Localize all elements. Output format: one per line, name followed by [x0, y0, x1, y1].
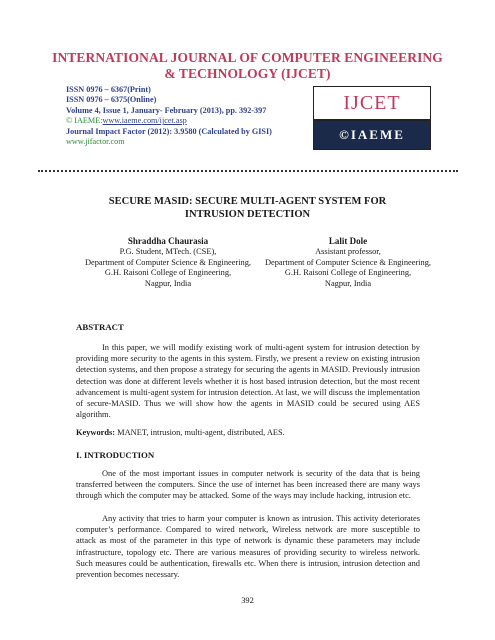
iaeme-link[interactable]: www.iaeme.com/ijcet.asp: [102, 116, 187, 126]
journal-title-line1: INTERNATIONAL JOURNAL OF COMPUTER ENGINEERING: [52, 50, 443, 65]
iaeme-line: [66, 116, 326, 126]
author-name: Shraddha Chaurasia: [127, 236, 209, 246]
iaeme-logo: [313, 120, 431, 150]
ijcet-logo-text: IJCET: [343, 91, 401, 114]
intro-heading: I. INTRODUCTION: [76, 450, 155, 460]
issn-print: ISSN 0976 – 6367(Print): [66, 85, 151, 94]
author-line: Nagpur, India: [144, 279, 192, 289]
jifactor-link[interactable]: www.jifactor.com: [66, 137, 125, 147]
author-line: Assistant professor,: [315, 246, 381, 256]
paper-title-line1: SECURE MASID: SECURE MULTI-AGENT SYSTEM FOR: [108, 196, 387, 207]
author-line: Department of Computer Science & Engineering,: [84, 257, 252, 267]
keywords-text: MANET, intrusion, multi-agent, distributed, AES.: [117, 428, 285, 437]
journal-title-line2: & TECHNOLOGY (IJCET): [164, 66, 331, 81]
iaeme-prefix: © IAEME:: [66, 116, 103, 126]
author-name: Lalit Dole: [328, 236, 368, 246]
author-block-2: [248, 236, 448, 290]
abstract-heading: ABSTRACT: [76, 322, 124, 332]
author-line: P.G. Student, MTech. (CSE),: [119, 246, 217, 256]
dotted-divider: [38, 170, 458, 172]
volume-info: Volume 4, Issue 1, January- February (2013), pp. 392-397: [66, 105, 267, 115]
page-number: 392: [241, 596, 254, 605]
issn-online: ISSN 0976 – 6375(Online): [66, 95, 157, 105]
paper-title-line2: INTRUSION DETECTION: [184, 209, 311, 220]
keywords: [76, 428, 420, 437]
ijcet-logo: [313, 86, 431, 120]
author-line: Nagpur, India: [324, 279, 372, 289]
impact-factor: Journal Impact Factor (2012): 3.9580 (Calculated by GISI): [66, 126, 272, 136]
keywords-label: Keywords:: [76, 428, 116, 437]
intro-paragraph-2: Any activity that tries to harm your computer is known as intrusion. This activity deteriorates computer’s performance. Compared to wired network, Wireless network are more susceptible to attack as most of the parameter in this type of network is dynamic these parameters may include infrastructure, topology etc. There are various measures of providing security to wireless network. Such measures could be authentication, firewalls etc. When there is intrusion, intrusion detection and prevention becomes necessary.: [76, 514, 420, 580]
journal-info: [66, 85, 326, 147]
paper-title: [60, 195, 435, 221]
intro-paragraph-1: One of the most important issues in computer network is security of the data that is being transferred between the computers. Since the use of internet has been increased there are many ways through which the computer may be attacked. Some of the ways may include hacking, intrusion etc.: [76, 469, 420, 501]
author-line: Department of Computer Science & Engineering,: [264, 257, 432, 267]
author-line: G.H. Raisoni College of Engineering,: [104, 268, 232, 278]
journal-title: [0, 50, 495, 82]
author-line: G.H. Raisoni College of Engineering,: [284, 268, 412, 278]
author-block-1: [78, 236, 258, 290]
iaeme-logo-text: ©IAEME: [339, 127, 405, 142]
abstract-text: In this paper, we will modify existing work of multi-agent system for intrusion detection by providing more security to the agents in this system. Firstly, we present a review on existing intrusion detection systems, and then propose a strategy for securing the agents in MASID. Previously intrusion detection was done at different levels whether it is host based intrusion detection, but the most recent advancement is multi-agent system for intrusion detection. At last, we will discuss the implementation of secure-MASID. Thus we will show how the agents in MASID could be secured using AES algorithm.: [76, 343, 420, 420]
